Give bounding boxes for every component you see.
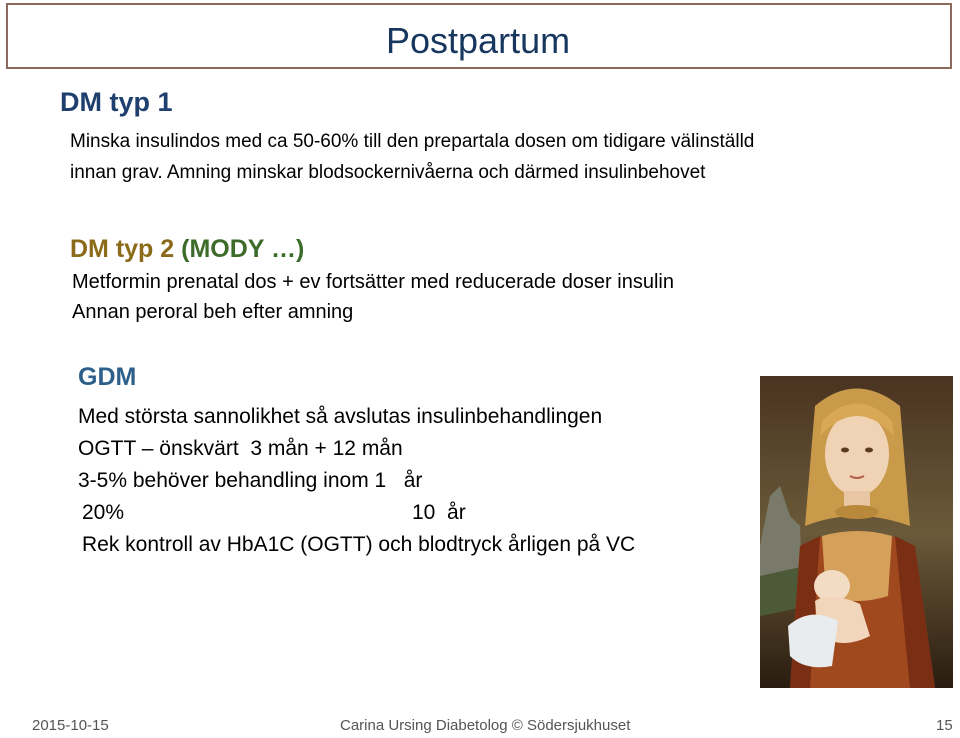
dm2-line-2: Annan peroral beh efter amning [72,301,354,323]
dm1-line-1: Minska insulindos med ca 50-60% till den prepartala dosen om tidigare välinställd [70,131,755,152]
heading-dm-typ-1: DM typ 1 [60,87,173,117]
title-box [6,3,952,69]
slide-title: Postpartum [386,20,571,61]
heading-dm-typ-2-main: DM typ 2 [70,235,182,263]
footer-author: Carina Ursing Diabetolog © Södersjukhuset [340,717,631,734]
heading-dm-typ-2 [70,232,304,266]
footer-page-number: 15 [936,717,953,734]
gdm-line-3: 3-5% behöver behandling inom 1 år [78,469,423,492]
gdm-line-5: Rek kontroll av HbA1C (OGTT) och blodtryck årligen på VC [82,533,636,556]
gdm-line-4-percent: 20% [82,501,125,524]
footer-date: 2015-10-15 [32,717,109,734]
gdm-line-4-years: 10 år [412,501,466,524]
heading-dm-typ-2-sub: (MODY …) [181,235,305,263]
gdm-line-1: Med största sannolikhet så avslutas insulinbehandlingen [78,405,603,428]
portrait-illustration [760,376,953,688]
madonna-portrait-image [760,376,953,688]
gdm-line-2: OGTT – önskvärt 3 mån + 12 mån [78,437,403,460]
dm1-line-2: innan grav. Amning minskar blodsockernivåerna och därmed insulinbehovet [70,162,706,183]
heading-gdm: GDM [78,363,137,391]
dm2-line-1: Metformin prenatal dos + ev fortsätter med reducerade doser insulin [72,271,674,293]
